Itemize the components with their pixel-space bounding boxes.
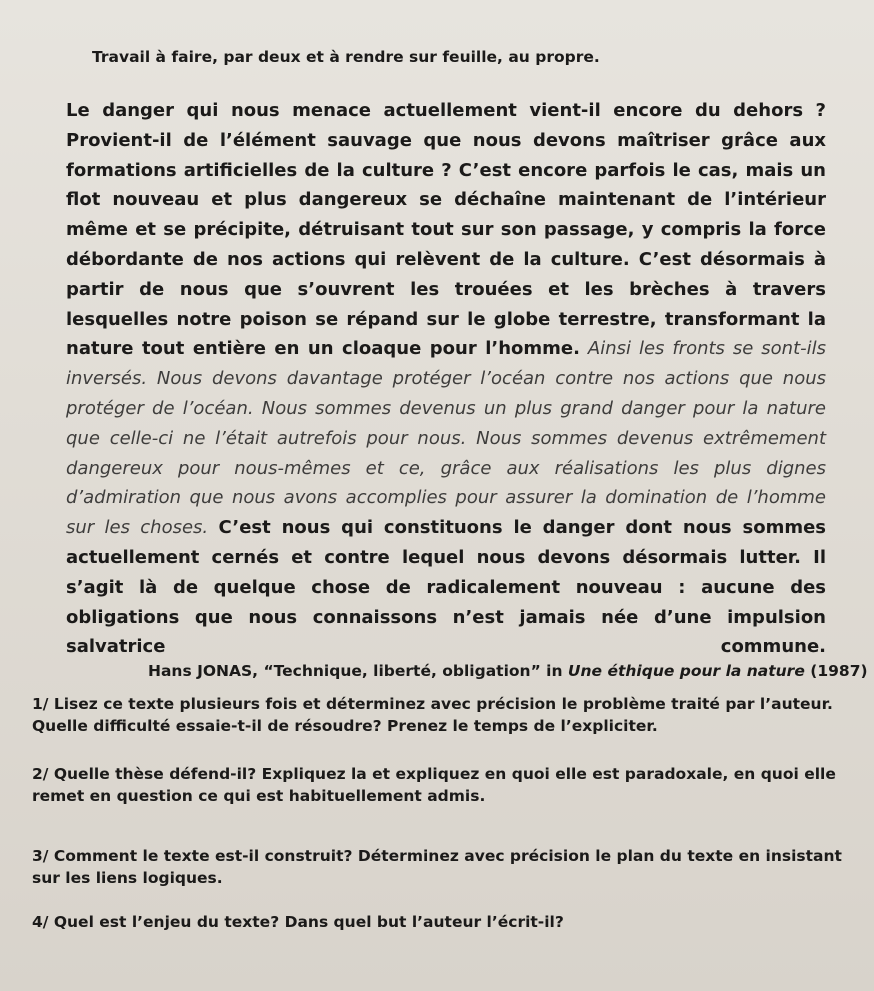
question-1: 1/ Lisez ce texte plusieurs fois et déterminez avec précision le problème traité par l’auteur. Quelle difficulté essaie-t-il de résoudre? Prenez le temps de l’expliciter. <box>32 695 833 735</box>
passage-bold-part-2: C’est nous qui constituons le danger dont nous sommes actuellement cernés et contre lequel nous devons désormais lutter. Il s’agit là de quelque chose de radicalement nouveau : aucune des obligations que nous connaissons n’est jamais née d’une impulsion salvatrice commune. <box>66 517 827 658</box>
citation-author-title: Hans JONAS, “Technique, liberté, obligation” in <box>148 662 563 680</box>
question-4: 4/ Quel est l’enjeu du texte? Dans quel but l’auteur l’écrit-il? <box>32 913 564 931</box>
assignment-instruction: Travail à faire, par deux et à rendre sur feuille, au propre. <box>92 48 600 66</box>
text-passage <box>66 96 826 662</box>
citation-book-title: Une éthique pour la nature <box>567 662 805 680</box>
passage-bold-part-1: Le danger qui nous menace actuellement vient-il encore du dehors ? Provient-il de l’élément sauvage que nous devons maîtriser grâce aux formations artificielles de la culture ? C’est encore parfois le cas, mais un flot nouveau et plus dangereux se déchaîne maintenant de l’intérieur même et se précipite, détruisant tout sur son passage, y compris la force débordante de nos actions qui relèvent de la culture. C’est désormais à partir de nous que s’ouvrent les trouées et les brèches à travers lesquelles notre poison se répand sur le globe terrestre, transformant la nature tout entière en un cloaque pour l’homme. <box>66 100 826 360</box>
question-2: 2/ Quelle thèse défend-il? Expliquez la et expliquez en quoi elle est paradoxale, en quoi elle remet en question ce qui est habituellement admis. <box>32 765 836 805</box>
source-citation <box>148 662 868 680</box>
passage-italic-part: Ainsi les fronts se sont-ils inversés. Nous devons davantage protéger l’océan contre nos actions que nous protéger de l’océan. Nous sommes devenus un plus grand danger pour la nature que celle-ci ne l’était autrefois pour nous. Nous sommes devenus extrêmement dangereux pour nous-mêmes et ce, grâce aux réalisations les plus dignes d’admiration que nous avons accomplies pour assurer la domination de l’homme sur les choses. <box>66 338 826 539</box>
question-3: 3/ Comment le texte est-il construit? Déterminez avec précision le plan du texte en insistant sur les liens logiques. <box>32 847 842 887</box>
citation-year: (1987) <box>810 662 868 680</box>
